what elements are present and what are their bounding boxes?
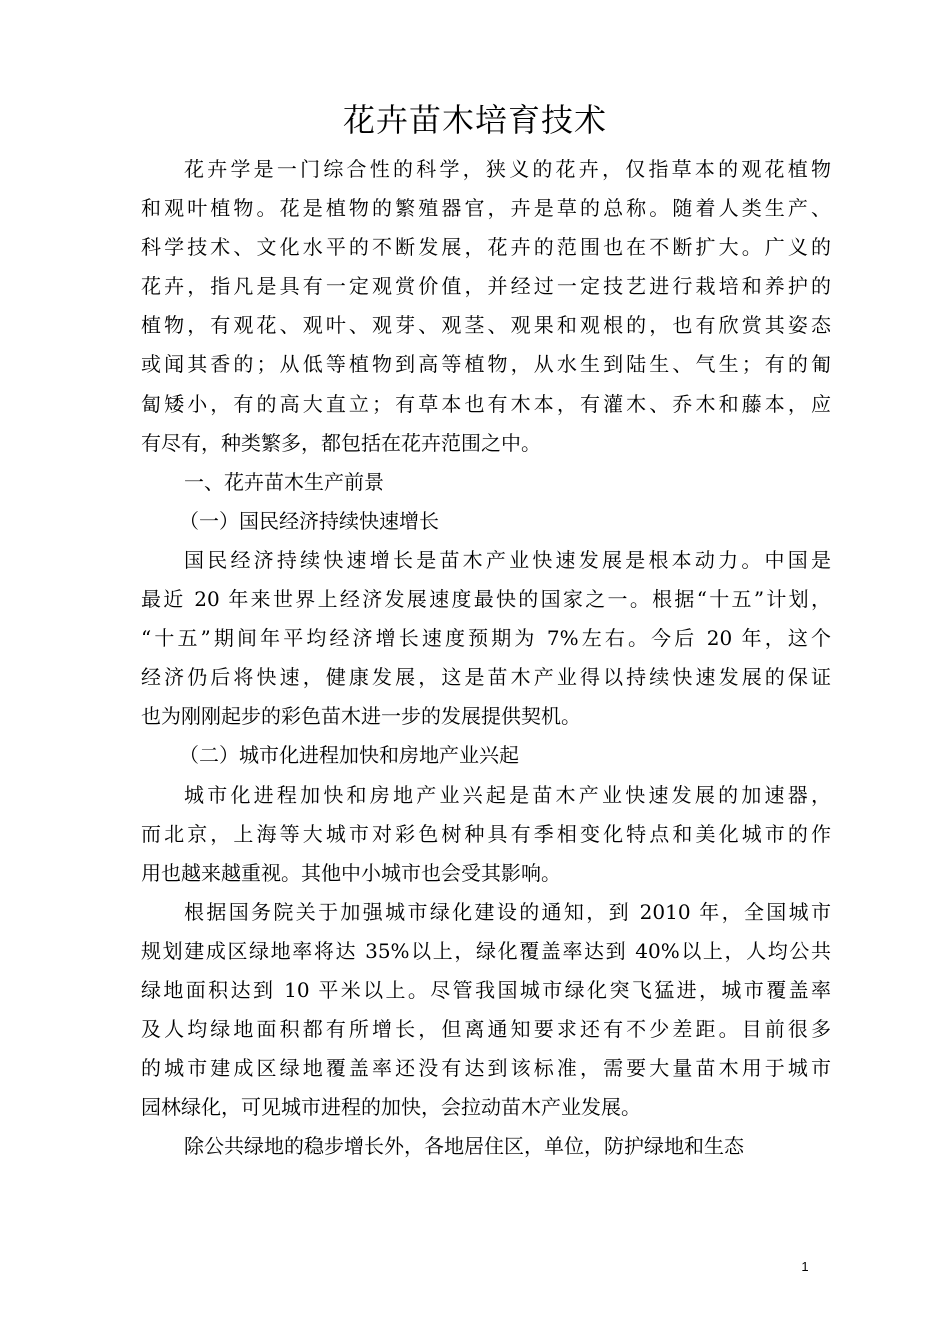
paragraph-line: 的城市建成区绿地覆盖率还没有达到该标准，需要大量苗木用于城市 <box>141 1056 831 1081</box>
paragraph-line: 除公共绿地的稳步增长外，各地居住区，单位，防护绿地和生态 <box>184 1134 744 1159</box>
paragraph-line: 最近 20 年来世界上经济发展速度最快的国家之一。根据“十五”计划， <box>141 587 831 612</box>
paragraph-line: 花卉，指凡是具有一定观赏价值，并经过一定技艺进行栽培和养护的 <box>141 274 831 299</box>
paragraph-line: 有尽有，种类繁多，都包括在花卉范围之中。 <box>141 430 541 455</box>
paragraph-line: 城市化进程加快和房地产业兴起是苗木产业快速发展的加速器， <box>184 782 831 807</box>
section-heading: 一、花卉苗木生产前景 <box>184 469 384 494</box>
paragraph-line: 及人均绿地面积都有所增长，但离通知要求还有不少差距。目前很多 <box>141 1017 831 1042</box>
paragraph-line: 国民经济持续快速增长是苗木产业快速发展是根本动力。中国是 <box>184 547 831 572</box>
paragraph-line: 和观叶植物。花是植物的繁殖器官，卉是草的总称。随着人类生产、 <box>141 196 831 221</box>
paragraph-line: 园林绿化，可见城市进程的加快，会拉动苗木产业发展。 <box>141 1095 641 1120</box>
paragraph-line: 而北京，上海等大城市对彩色树种具有季相变化特点和美化城市的作 <box>141 821 831 846</box>
document-title: 花卉苗木培育技术 <box>342 101 607 139</box>
paragraph-line: 绿地面积达到 10 平米以上。尽管我国城市绿化突飞猛进，城市覆盖率 <box>141 977 831 1002</box>
page-number: 1 <box>801 1259 809 1274</box>
subsection-heading: （二）城市化进程加快和房地产业兴起 <box>179 743 519 768</box>
paragraph-line: 植物，有观花、观叶、观芽、观茎、观果和观根的，也有欣赏其姿态 <box>141 313 831 338</box>
paragraph-line: 规划建成区绿地率将达 35%以上，绿化覆盖率达到 40%以上，人均公共 <box>141 938 831 963</box>
paragraph-line: “十五”期间年平均经济增长速度预期为 7%左右。今后 20 年，这个 <box>141 626 831 651</box>
document-body <box>141 150 831 1166</box>
paragraph-line: 花卉学是一门综合性的科学，狭义的花卉，仅指草本的观花植物 <box>184 157 831 181</box>
paragraph-line: 科学技术、文化水平的不断发展，花卉的范围也在不断扩大。广义的 <box>141 235 831 260</box>
paragraph-line: 用也越来越重视。其他中小城市也会受其影响。 <box>141 860 561 885</box>
paragraph-line: 也为刚刚起步的彩色苗木进一步的发展提供契机。 <box>141 704 581 729</box>
paragraph-line: 或闻其香的；从低等植物到高等植物，从水生到陆生、气生；有的匍 <box>141 352 831 377</box>
paragraph-line: 经济仍后将快速，健康发展，这是苗木产业得以持续快速发展的保证 <box>141 665 831 690</box>
subsection-heading: （一）国民经济持续快速增长 <box>179 508 439 533</box>
paragraph-line: 匐矮小，有的高大直立；有草本也有木本，有灌木、乔木和藤本，应 <box>141 391 831 416</box>
paragraph-line: 根据国务院关于加强城市绿化建设的通知，到 2010 年，全国城市 <box>184 899 831 924</box>
